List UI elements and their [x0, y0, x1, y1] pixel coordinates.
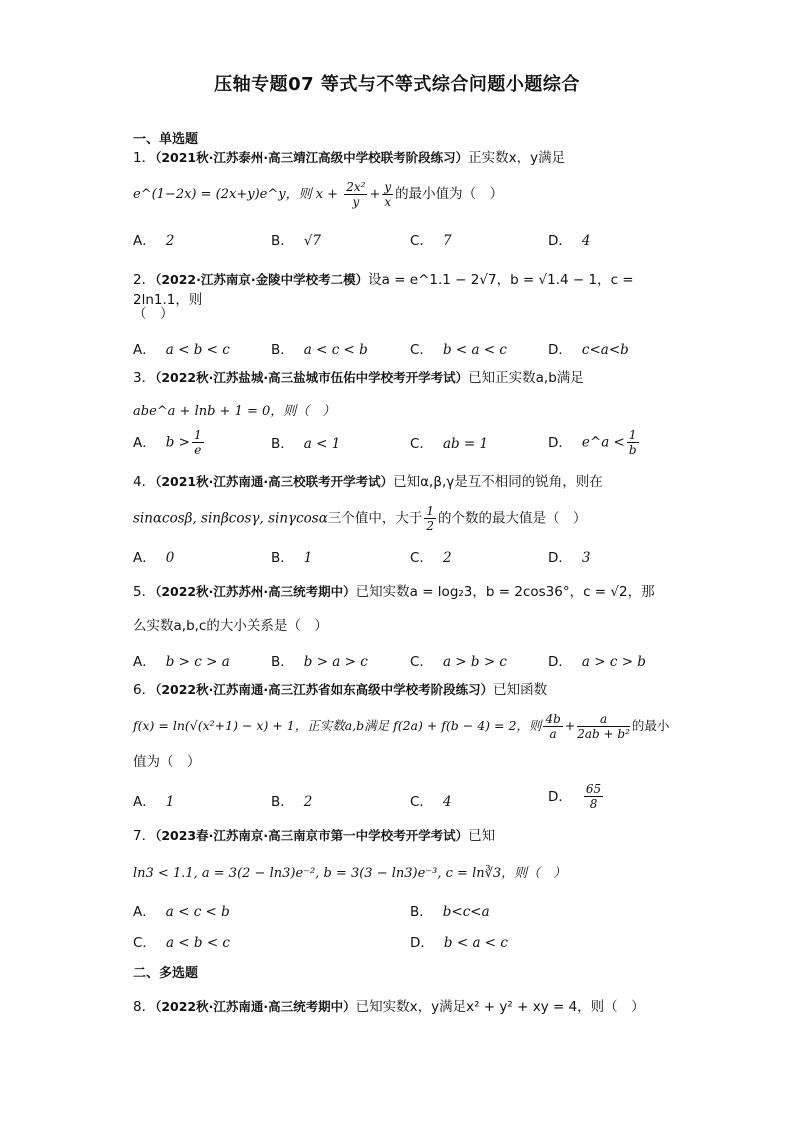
option-label: C． [410, 794, 433, 810]
option-value: b<c<a [442, 904, 490, 920]
formula-condition: e^(1−2x) = (2x+y)e^y，则 [133, 187, 312, 202]
fraction-denominator: 2ab + b² [577, 727, 630, 741]
option-label: B． [271, 550, 294, 566]
option-c[interactable] [410, 432, 488, 452]
fraction-denominator: y [352, 195, 360, 209]
option-label: B． [271, 436, 294, 452]
question-number: 8． [133, 999, 156, 1015]
option-label: B． [271, 794, 294, 810]
question-source: （2023春·江苏南京·高三南京市第一中学校考开学考试） [155, 828, 469, 843]
option-value: e^a < [581, 434, 625, 451]
question-source: （2021秋·江苏泰州·高三靖江高级中学校联考阶段练习） [155, 150, 469, 165]
question-source: （2022秋·江苏南通·高三江苏省如东高级中学校考阶段练习） [155, 682, 494, 697]
question-3-formula [133, 400, 335, 419]
option-label: B． [410, 904, 433, 920]
option-value: 2 [442, 550, 452, 566]
formula-expr: ln3 < 1.1, a = 3(2 − ln3)e⁻², b = 3(3 − ln3)e⁻³, c = ln∛3，则（ ） [133, 866, 567, 881]
question-1-formula: e^(1−2x) = (2x+y)e^y，则 x + $\frac{\text{2x²}}{y}$ + $\frac{y}{x}$ 的最小值为（ ） [133, 180, 504, 209]
option-label: D． [410, 935, 434, 951]
option-a[interactable] [133, 790, 174, 810]
question-2-paren: （ ） [133, 306, 174, 322]
option-b[interactable] [271, 229, 321, 249]
option-d[interactable] [410, 931, 508, 951]
option-d[interactable] [548, 650, 646, 670]
option-d[interactable] [548, 782, 605, 811]
question-4-line2 [133, 504, 673, 533]
option-value: b > [165, 434, 190, 451]
option-c[interactable] [410, 650, 507, 670]
question-tail: 的最小值为（ ） [395, 186, 504, 202]
option-value: 3 [581, 550, 591, 566]
fraction [344, 180, 367, 209]
option-b[interactable] [271, 790, 312, 810]
fraction [584, 782, 603, 811]
option-label: B． [271, 654, 294, 670]
question-text: 三个值中，大于 [327, 510, 423, 527]
option-label: C． [133, 935, 156, 951]
question-stem: 已知α,β,γ是互不相同的锐角，则在 [393, 474, 603, 490]
fraction-numerator: 1 [426, 504, 434, 518]
question-4 [133, 472, 673, 492]
fraction-numerator: 1 [194, 428, 202, 442]
fraction-numerator: 1 [628, 428, 637, 442]
option-label: D． [548, 788, 572, 805]
option-value: a < c < b [303, 342, 368, 358]
fraction-numerator: 2x² [346, 180, 366, 194]
option-value: 2 [303, 794, 313, 810]
option-a[interactable] [133, 338, 230, 358]
option-label: D． [548, 434, 572, 451]
option-value: 0 [165, 550, 175, 566]
question-8 [133, 997, 673, 1017]
option-c[interactable] [410, 338, 507, 358]
fraction [627, 428, 639, 457]
option-label: C． [410, 233, 433, 249]
option-b[interactable] [271, 432, 340, 452]
option-c[interactable] [133, 931, 230, 951]
fraction [543, 712, 562, 741]
page-title: 压轴专题07 等式与不等式综合问题小题综合 [214, 74, 580, 95]
option-value: 4 [442, 794, 452, 810]
fraction-denominator: 2 [426, 519, 434, 533]
fraction-numerator: 4b [545, 712, 561, 726]
option-d[interactable] [548, 546, 591, 566]
question-stem: 已知函数 [493, 682, 548, 698]
question-6 [133, 680, 673, 700]
option-value: a > c > b [581, 654, 646, 670]
option-value: b < a < c [443, 935, 508, 951]
option-value: a < b < c [165, 342, 230, 358]
question-5-line2: 么实数a,b,c的大小关系是（ ） [133, 618, 328, 634]
option-value: 4 [581, 233, 591, 249]
option-d[interactable] [548, 338, 629, 358]
question-stem: 已知 [468, 828, 496, 844]
question-stem: 已知实数a = log₂3，b = 2cos36°，c = √2，那 [355, 584, 655, 600]
question-6-line3: 值为（ ） [133, 754, 201, 770]
formula-plus: + [564, 718, 576, 733]
formula-condition: abe^a + lnb + 1 = 0，则（ ） [133, 404, 336, 419]
question-source: （2021秋·江苏南通·高三校联考开学考试） [155, 474, 394, 489]
question-source: （2022秋·江苏苏州·高三统考期中） [155, 584, 356, 599]
option-value: a < b < c [165, 935, 230, 951]
question-number: 7． [133, 828, 156, 844]
option-value: ab = 1 [442, 436, 489, 452]
option-label: D． [548, 654, 572, 670]
fraction-numerator: a [577, 712, 630, 727]
option-label: A． [133, 904, 156, 920]
option-label: B． [271, 233, 294, 249]
fraction-denominator: a [549, 727, 557, 741]
fraction-denominator: 8 [589, 797, 598, 811]
option-label: A． [133, 550, 156, 566]
question-source: （2022秋·江苏盐城·高三盐城市伍佑中学校考开学考试） [155, 370, 469, 385]
option-value: a < 1 [303, 436, 341, 452]
question-number: 1． [133, 150, 156, 166]
option-a[interactable] [133, 229, 174, 249]
question-source: （2022·江苏南京·金陵中学校考二模） [155, 272, 369, 287]
question-6-line2 [133, 710, 693, 742]
question-7-formula [133, 862, 566, 881]
fraction [577, 712, 630, 741]
question-number: 5． [133, 584, 156, 600]
question-stem: 已知正实数a,b满足 [468, 370, 584, 386]
option-label: D． [548, 550, 572, 566]
option-value: a < c < b [165, 904, 230, 920]
section-heading-single: 一、单选题 [133, 132, 199, 147]
question-number: 4． [133, 474, 156, 490]
question-number: 3． [133, 370, 156, 386]
option-b[interactable] [271, 546, 312, 566]
fraction-numerator: 65 [585, 782, 602, 796]
option-b[interactable] [271, 338, 368, 358]
formula-expr: f(x) = ln(√(x²+1) − x) + 1，正实数a,b满足 f(2a) + f(b − 4) = 2，则 [133, 718, 542, 733]
option-label: A． [133, 654, 156, 670]
question-5 [133, 582, 673, 602]
fraction-denominator: x [384, 195, 392, 209]
option-label: A． [133, 794, 156, 810]
fraction-denominator: e [194, 443, 202, 457]
option-a[interactable] [133, 428, 206, 457]
fraction [424, 504, 436, 533]
option-label: C． [410, 436, 433, 452]
question-stem: 已知实数x，y满足x² + y² + xy = 4，则（ ） [355, 999, 645, 1015]
question-7 [133, 826, 673, 846]
option-a[interactable] [133, 900, 230, 920]
option-d[interactable] [548, 428, 641, 457]
fraction [192, 428, 204, 457]
option-c[interactable] [410, 790, 452, 810]
option-value: 1 [303, 550, 313, 566]
option-label: A． [133, 233, 156, 249]
option-value: b < a < c [442, 342, 507, 358]
option-label: C． [410, 342, 433, 358]
option-d[interactable] [548, 229, 591, 249]
option-label: C． [410, 550, 433, 566]
question-stem: 设a = e^1.1 − 2√7，b = √1.4 − 1，c = 2ln1.1，则 [133, 272, 634, 308]
question-1 [133, 148, 673, 168]
option-a[interactable] [133, 546, 174, 566]
option-value: 2 [165, 233, 175, 249]
option-a[interactable] [133, 650, 230, 670]
option-value: b > a > c [303, 654, 368, 670]
option-value: √7 [303, 233, 321, 249]
fraction-numerator: y [384, 180, 392, 194]
question-text: 的最小 [631, 718, 670, 733]
question-source: （2022秋·江苏南通·高三统考期中） [155, 999, 356, 1014]
fraction-denominator: b [628, 443, 637, 457]
option-label: C． [410, 654, 433, 670]
question-number: 6． [133, 682, 156, 698]
formula-expr: sinαcosβ, sinβcosγ, sinγcosα [133, 510, 328, 527]
question-text: 的个数的最大值是（ ） [437, 510, 587, 527]
option-value: c<a<b [581, 342, 629, 358]
option-value: a > b > c [442, 654, 507, 670]
option-b[interactable] [410, 900, 490, 920]
section-heading-multi: 二、多选题 [133, 966, 199, 981]
option-label: D． [548, 342, 572, 358]
question-3 [133, 368, 673, 388]
formula-expr: x + [315, 187, 339, 202]
option-label: A． [133, 434, 156, 451]
option-label: B． [271, 342, 294, 358]
option-label: A． [133, 342, 156, 358]
option-value: 7 [442, 233, 452, 249]
fraction [382, 180, 393, 209]
option-value: 1 [165, 794, 175, 810]
option-value: b > c > a [165, 654, 230, 670]
question-number: 2． [133, 272, 156, 288]
option-c[interactable] [410, 546, 452, 566]
option-b[interactable] [271, 650, 368, 670]
option-label: D． [548, 233, 572, 249]
question-stem: 正实数x，y满足 [468, 150, 566, 166]
option-c[interactable] [410, 229, 452, 249]
